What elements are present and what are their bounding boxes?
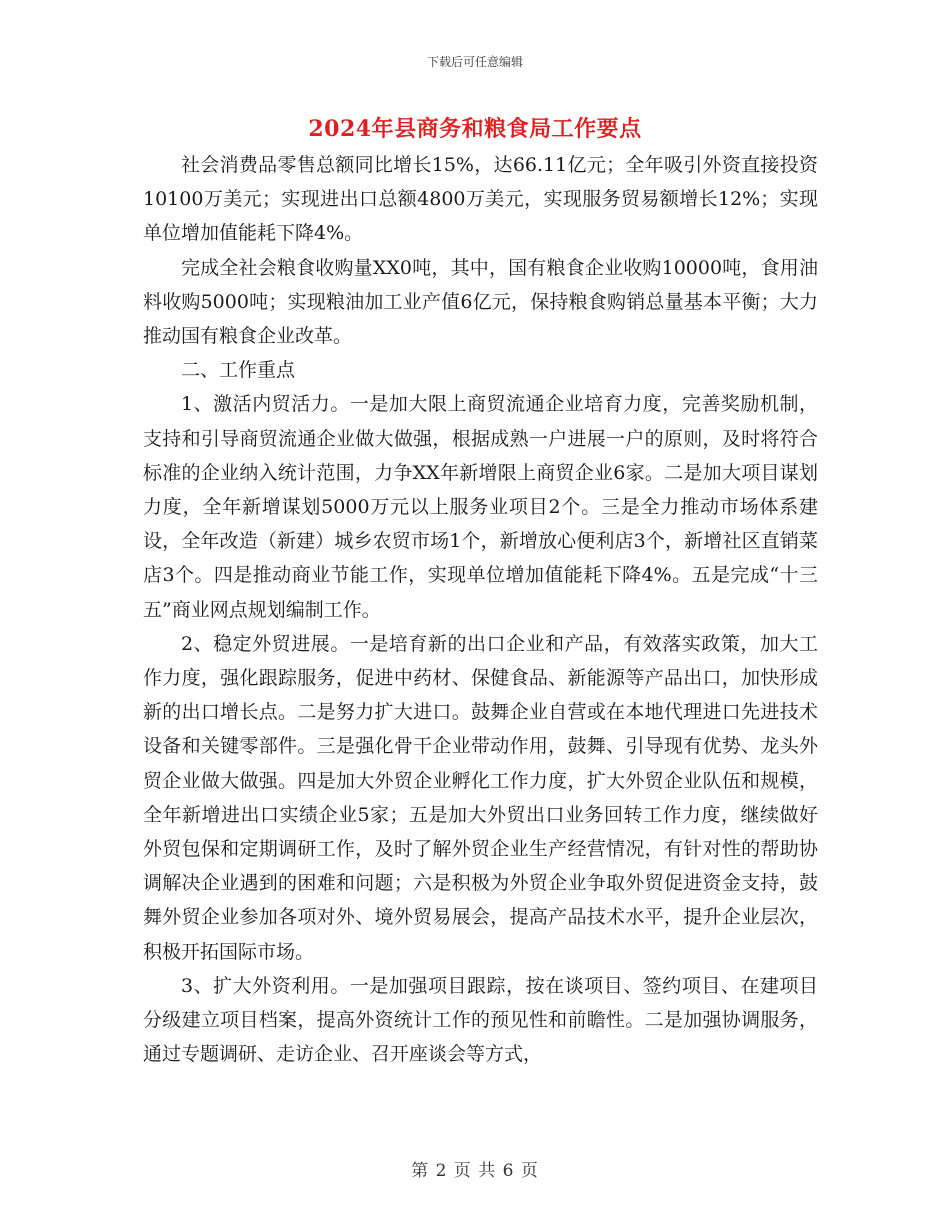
document-title: 2024年县商务和粮食局工作要点 [308,116,642,142]
header-note: 下载后可任意编辑 [426,55,523,69]
section-heading-work-focus: 二、工作重点 [181,359,296,382]
paragraph-targets-commerce: 社会消费品零售总额同比增长15%，达66.11亿元；全年吸引外资直接投资10100万美元；实现进出口总额4800万美元，实现服务贸易额增长12%；实现单位增加值能耗下降4%。 [143,154,818,245]
page-number: 第 2 页 共 6 页 [411,1161,539,1181]
paragraph-targets-grain: 完成全社会粮食收购量XX0吨，其中，国有粮食企业收购10000吨，食用油料收购5000吨；实现粮油加工业产值6亿元，保持粮食购销总量基本平衡；大力推动国有粮食企业改革。 [143,256,818,348]
paragraph-foreign-investment: 3、扩大外资利用。一是加强项目跟踪，按在谈项目、签约项目、在建项目分级建立项目档案，提高外资统计工作的预见性和前瞻性。二是加强协调服务，通过专题调研、走访企业、召开座谈会等方式， [143,974,818,1066]
paragraph-domestic-trade: 1、激活内贸活力。一是加大限上商贸流通企业培育力度，完善奖励机制，支持和引导商贸流通企业做大做强，根据成熟一户进展一户的原则，及时将符合标准的企业纳入统计范围，力争XX年新增限上商贸企业6家。二是加大项目谋划力度，全年新增谋划5000万元以上服务业项目2个。三是全力推动市场体系建设，全年改造（新建）城乡农贸市场1个，新增放心便利店3个，新增社区直销菜店3个。四是推动商业节能工作，实现单位增加值能耗下降4%。五是完成“十三五”商业网点规划编制工作。 [143,393,818,621]
paragraph-foreign-trade: 2、稳定外贸进展。一是培育新的出口企业和产品，有效落实政策，加大工作力度，强化跟踪服务，促进中药材、保健食品、新能源等产品出口，加快形成新的出口增长点。二是努力扩大进口。鼓舞企业自营或在本地代理进口先进技术设备和关键零部件。三是强化骨干企业带动作用，鼓舞、引导现有优势、龙头外贸企业做大做强。四是加大外贸企业孵化工作力度，扩大外贸企业队伍和规模，全年新增进出口实绩企业5家；五是加大外贸出口业务回转工作力度，继续做好外贸包保和定期调研工作，及时了解外贸企业生产经营情况，有针对性的帮助协调解决企业遇到的困难和问题；六是积极为外贸企业争取外贸促进资金支持，鼓舞外贸企业参加各项对外、境外贸易展会，提高产品技术水平，提升企业层次，积极开拓国际市场。 [143,632,818,963]
document-body [143,148,818,1071]
